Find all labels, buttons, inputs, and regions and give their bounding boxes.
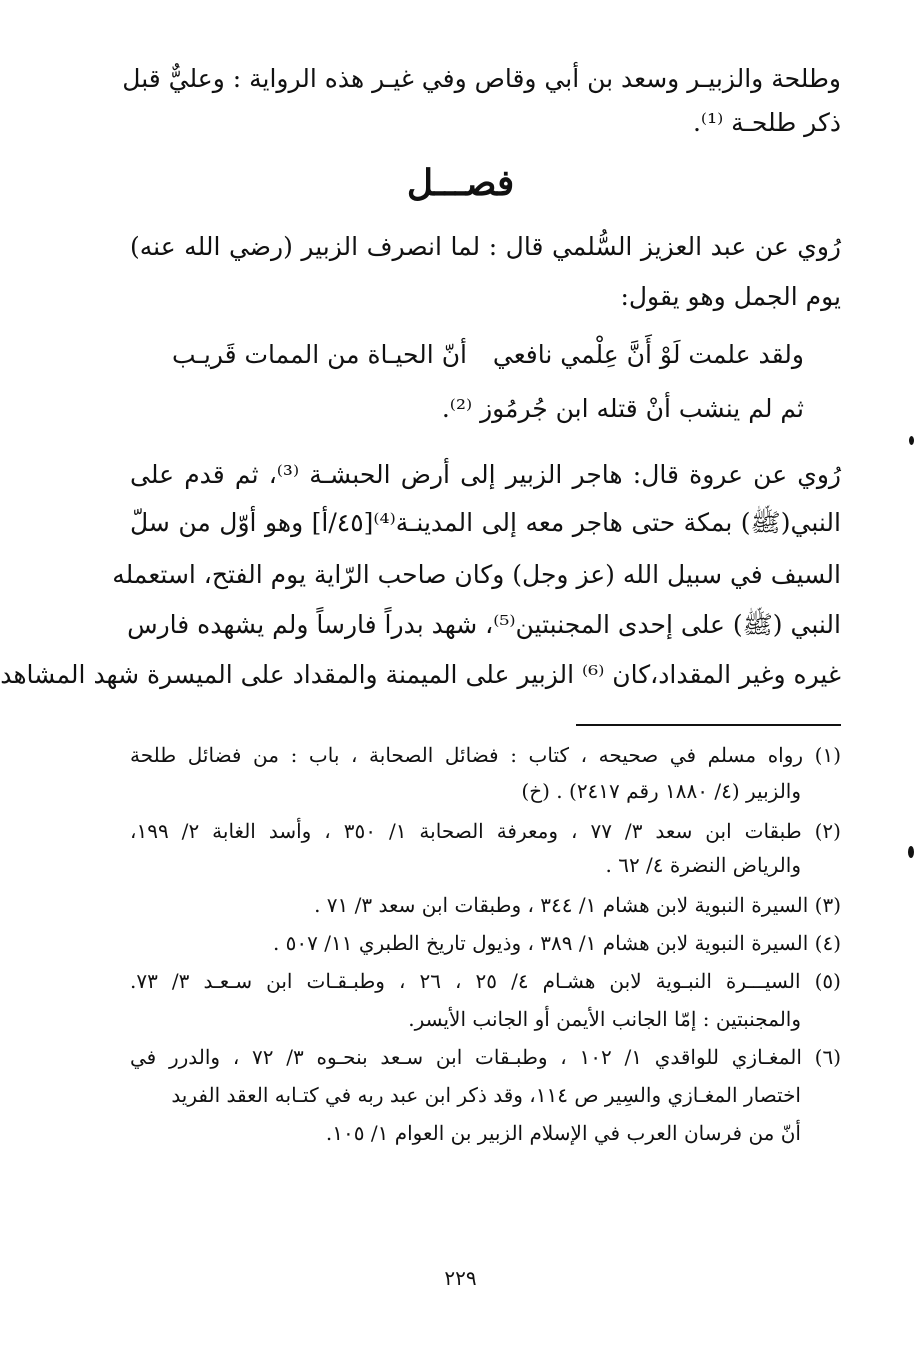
poem-hemistich-right: ولقد علمت لَوْ أَنَّ عِلْمي نافعي bbox=[492, 340, 804, 369]
footnote-3: (٣) السيرة النبوية لابن هشام ١/ ٣٤٤ ، وطبقات ابن سعد ٣/ ٧١ . bbox=[314, 893, 841, 917]
scan-mark-top bbox=[909, 436, 914, 445]
para2-line-4: النبي (ﷺ) على إحدى المجنبتين⁽⁵⁾، شهد بدراً فارساً ولم يشهده فارس bbox=[127, 610, 841, 639]
para1-line-2: يوم الجمل وهو يقول: bbox=[620, 282, 841, 311]
para1-line-1: رُوي عن عبد العزيز السُّلمي قال : لما انصرف الزبير (رضي الله عنه) bbox=[130, 232, 841, 261]
footnote-5-line-2: والمجنبتين : إمّا الجانب الأيمن أو الجانب الأيسر. bbox=[408, 1007, 801, 1031]
intro-line-2: ذكر طلحـة ⁽¹⁾. bbox=[692, 108, 841, 137]
footnote-2-line-1: (٢) طبقات ابن سعد ٣/ ٧٧ ، ومعرفة الصحابة ١/ ٣٥٠ ، وأسد الغابة ٢/ ١٩٩، bbox=[130, 819, 841, 843]
footnote-6-line-1: (٦) المغـازي للواقدي ١/ ١٠٢ ، وطبـقات ابن سـعد بنحـوه ٣/ ٧٢ ، والدرر في bbox=[130, 1045, 841, 1069]
poem-verse-2: ثم لم ينشب أنْ قتله ابن جُرمُوز ⁽²⁾. bbox=[441, 394, 804, 423]
poem-verse-1 bbox=[172, 336, 804, 374]
para2-line-2: النبي(ﷺ) بمكة حتى هاجر معه إلى المدينـة⁽⁴⁾[٤٥/أ] وهو أوّل من سلّ bbox=[130, 508, 841, 537]
footnote-5-line-1: (٥) السيـــرة النبـوية لابن هشـام ٤/ ٢٥ ، ٢٦ ، وطبـقـات ابن سـعـد ٣/ ٧٣. bbox=[130, 969, 841, 993]
footnote-1-line-1: (١) رواه مسلم في صحيحه ، كتاب : فضائل الصحابة ، باب : من فضائل طلحة bbox=[130, 743, 841, 767]
section-title: فصـــل bbox=[406, 162, 515, 204]
book-page bbox=[2, 0, 919, 1354]
footnote-divider bbox=[576, 724, 841, 726]
poem-hemistich-left: أنّ الحيـاة من الممات قَريـب bbox=[172, 340, 467, 369]
footnote-2-line-2: والرياض النضرة ٤/ ٦٢ . bbox=[605, 853, 801, 877]
scan-mark-bottom bbox=[908, 846, 914, 858]
intro-line-1: وطلحة والزبيـر وسعد بن أبي وقاص وفي غيـر هذه الرواية : وعليٌّ قبل bbox=[122, 64, 841, 93]
para2-line-1: رُوي عن عروة قال: هاجر الزبير إلى أرض الحبشـة ⁽³⁾، ثم قدم على bbox=[130, 460, 841, 489]
para2-line-5: غيره وغير المقداد،كان ⁽⁶⁾ الزبير على الميمنة والمقداد على الميسرة شهد المشاهد bbox=[0, 660, 841, 689]
footnote-6-line-3: أنّ من فرسان العرب في الإسلام الزبير بن العوام ١/ ١٠٥. bbox=[325, 1121, 801, 1145]
page-number: ٢٢٩ bbox=[444, 1266, 477, 1290]
para2-line-3: السيف في سبيل الله (عز وجل) وكان صاحب الرّاية يوم الفتح، استعمله bbox=[112, 560, 841, 589]
footnote-1-line-2: والزبير (٤/ ١٨٨٠ رقم ٢٤١٧) . (خ) bbox=[521, 779, 801, 803]
footnote-4: (٤) السيرة النبوية لابن هشام ١/ ٣٨٩ ، وذيول تاريخ الطبري ١١/ ٥٠٧ . bbox=[272, 931, 841, 955]
footnote-6-line-2: اختصار المغـازي والسِير ص ١١٤، وقد ذكر ابن عبد ربه في كتـابه العقد الفريد bbox=[171, 1083, 801, 1107]
